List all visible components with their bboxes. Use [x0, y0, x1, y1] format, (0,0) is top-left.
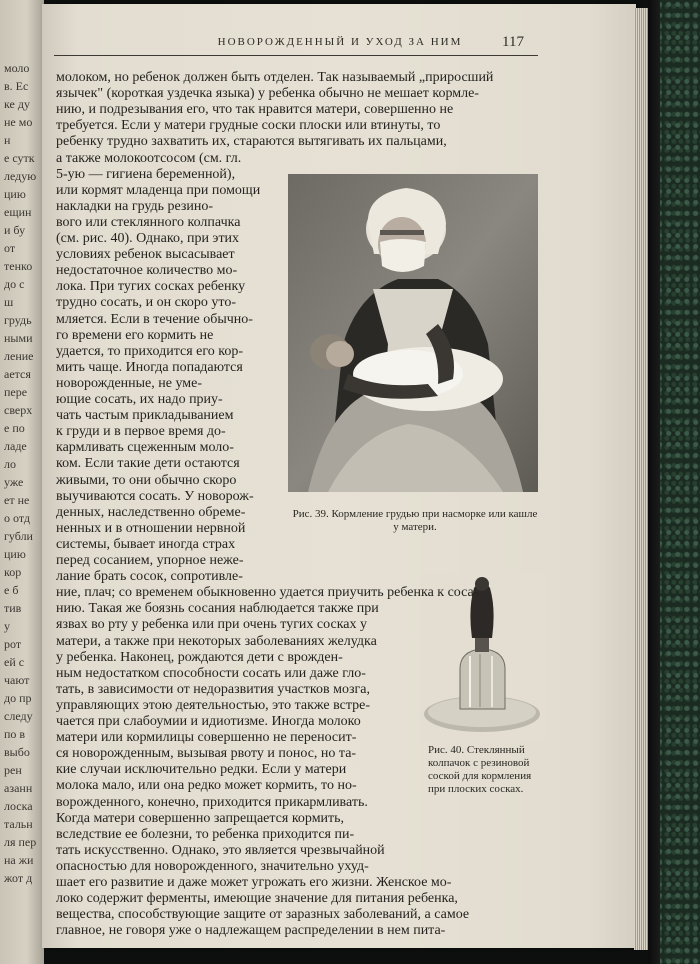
- running-head: НОВОРОЖДЕННЫЙ И УХОД ЗА НИМ: [217, 36, 463, 48]
- left-page-fragment: о отд: [4, 511, 31, 525]
- text-line: ние, плач; со временем обыкновенно удается приучить ребенка к соса-: [56, 585, 479, 601]
- text-line: ющие сосать, их надо приу-: [56, 392, 223, 407]
- text-line: или кормят младенца при помощи: [56, 182, 261, 198]
- left-page-fragment: и бу: [4, 223, 26, 237]
- figure-40-caption: Рис. 40. Стеклянный колпачок с резиновой соской для кормления при плоских сосках.: [428, 744, 532, 795]
- left-page-fragment: у: [4, 619, 10, 633]
- left-page-fragment: ш: [4, 295, 14, 309]
- text-line: чается при слабоумии и идиотизме. Иногда молоко: [56, 714, 361, 729]
- left-page-fragment: до пр: [4, 691, 32, 705]
- left-page-fragment: губли: [4, 529, 33, 543]
- header-rule: [54, 55, 538, 56]
- left-page-fragment: цию: [4, 547, 26, 561]
- text-line: чать частым прикладыванием: [56, 408, 234, 424]
- left-page-fragment: уже: [4, 475, 24, 489]
- text-line: к груди и в первое время до-: [56, 424, 226, 440]
- left-page-fragment: рот: [4, 637, 22, 651]
- text-line: условиях ребенок высасывает: [56, 247, 235, 263]
- text-line: вследствие ее болезни, то ребенка приходится пи-: [56, 826, 355, 842]
- left-page-fragment: е сутк: [4, 151, 35, 165]
- text-line: главное, не говоря уже о надлежащем распределении в нем пита-: [56, 923, 446, 939]
- left-page-fragment: ля пер: [4, 835, 37, 849]
- text-line: удается, то приходится его кор-: [56, 343, 244, 359]
- left-page-fragment: от: [4, 241, 16, 255]
- text-line: ным недостатком способности сосать или даже гло-: [56, 665, 366, 681]
- left-page-fragment: пере: [4, 385, 28, 399]
- text-line: кие случаи исключительно редки. Если у матери: [56, 762, 347, 778]
- left-page-fragment: ке ду: [4, 97, 30, 111]
- left-page-fragment: выбо: [4, 745, 30, 759]
- page-block-edges: [634, 8, 648, 950]
- page-number: 117: [502, 34, 524, 50]
- text-line: выучиваются сосать. У новорож-: [56, 488, 254, 504]
- left-page-edge: [0, 0, 44, 964]
- text-line: ребенку трудно захватить их, стараются вытягивать их пальцами,: [56, 134, 447, 150]
- text-line: живыми, то они обычно скоро: [56, 472, 237, 488]
- left-page-fragment: ными: [4, 331, 33, 345]
- left-page-fragment: азанн: [4, 781, 33, 795]
- text-line: недостаточное количество мо-: [56, 263, 238, 279]
- figure-39-caption: Рис. 39. Кормление грудью при насморке или кашле у матери.: [292, 508, 538, 533]
- text-line: 5-ую — гигиена беременной),: [56, 166, 236, 182]
- left-page-fragment: тальн: [4, 817, 33, 831]
- text-line: молока мало, или она редко может кормить, то но-: [56, 778, 357, 794]
- left-page-fragment: моло: [4, 61, 30, 75]
- left-page-fragment: жот д: [4, 871, 33, 885]
- text-line: лание брать сосок, сопротивле-: [56, 569, 243, 585]
- text-line: мить чаще. Иногда попадаются: [56, 359, 243, 375]
- text-line: ворожденного, конечно, приходится прикармливать.: [56, 794, 368, 810]
- left-page-fragment: цию: [4, 187, 26, 201]
- text-line: тать искусственно. Однако, это является чрезвычайной: [56, 842, 385, 858]
- text-line: опасностью для новорожденного, значительно ухуд-: [56, 858, 369, 874]
- text-line: вого или стеклянного колпачка: [56, 214, 241, 230]
- left-page-fragment: грудь: [4, 313, 32, 327]
- left-page-fragment: рен: [4, 763, 22, 777]
- text-line: нию, и подрезывания его, что так нравится матери, совершенно не: [56, 102, 454, 118]
- text-line: ком. Если такие дети остаются: [56, 456, 240, 472]
- text-line: вещества, способствующие защите от заразных заболеваний, а самое: [56, 907, 470, 923]
- left-page-fragment: ло: [4, 457, 16, 471]
- text-line: язычек" (короткая уздечка языка) у ребенка обычно не мешает кормле-: [56, 86, 479, 102]
- text-line: нию. Такая же боязнь сосания наблюдается также при: [56, 601, 379, 617]
- left-page-fragment: кор: [4, 565, 22, 579]
- text-line: ся новорожденным, вызывая рвоту и понос, но та-: [56, 746, 357, 762]
- text-line: денных, наследственно обреме-: [56, 504, 246, 520]
- left-page-fragment: ет не: [4, 493, 30, 507]
- text-line: матери или кормилицы совершенно не переносит-: [56, 730, 357, 746]
- left-page-fragment: ладе: [4, 439, 27, 453]
- left-page-fragment: тенко: [4, 259, 33, 273]
- text-line: тать, в зависимости от недоразвития участков мозга,: [56, 681, 370, 697]
- text-line: мляется. Если в течение обычно-: [56, 311, 253, 327]
- left-page-fragment: не мо: [4, 115, 33, 129]
- left-page-fragment: е по: [4, 421, 25, 435]
- text-line: требуется. Если у матери грудные соски плоски или втинуты, то: [56, 118, 441, 134]
- left-page-fragment: ление: [4, 349, 34, 363]
- text-line: кармливать сцеженным моло-: [56, 440, 234, 456]
- text-line: локо содержит ферменты, имеющие значение для питания ребенка,: [56, 891, 458, 907]
- left-page-fragment: е б: [4, 583, 19, 597]
- nursing-mother-image: [288, 174, 538, 492]
- left-page-fragment: ледую: [4, 169, 37, 183]
- text-line: язвах во рту у ребенка или при очень тугих сосках у: [56, 617, 368, 633]
- left-page-fragment: тив: [4, 601, 22, 615]
- text-line: шает его развитие и даже может угрожать его жизни. Женское мо-: [56, 875, 452, 890]
- text-line: системы, бывает иногда страх: [56, 536, 236, 552]
- left-page-fragment: по в: [4, 727, 26, 741]
- text-line: накладки на грудь резино-: [56, 198, 214, 214]
- text-line: а также молокоотсосом (см. гл.: [56, 150, 242, 166]
- text-line: управляющих этою деятельностью, это также встре-: [56, 697, 371, 713]
- figure-39-illustration: [288, 174, 538, 492]
- left-page-fragment: ей с: [4, 655, 25, 669]
- left-page-fragment: сверх: [4, 403, 33, 417]
- text-line: у ребенка. Наконец, рождаются дети с врожден-: [56, 649, 343, 665]
- text-line: перед сосанием, упорное неже-: [56, 553, 244, 568]
- left-page-fragment: на жи: [4, 853, 34, 867]
- text-line: лока. При тугих сосках ребенку: [56, 279, 246, 295]
- left-page-fragment: в. Ес: [4, 79, 29, 93]
- left-page-fragment: лоска: [4, 799, 33, 813]
- left-page-fragment: ается: [4, 367, 31, 381]
- text-line: молоком, но ребенок должен быть отделен. Так называемый „приросший: [56, 70, 494, 85]
- text-line: новорожденные, не уме-: [56, 375, 203, 391]
- text-line: (см. рис. 40). Однако, при этих: [56, 231, 240, 246]
- left-page-fragment: чают: [4, 673, 30, 687]
- text-line: го времени его кормить не: [56, 327, 214, 343]
- left-page-fragment: до с: [4, 277, 25, 291]
- left-page-fragment: ещин: [4, 205, 32, 219]
- text-line: Когда матери совершенно запрещается кормить,: [56, 810, 345, 826]
- text-line: трудно сосать, и он скоро уто-: [56, 295, 237, 311]
- book-binding: [648, 0, 700, 964]
- text-line: ненных и в отношении нервной: [56, 520, 246, 536]
- left-page-fragment: следу: [4, 709, 33, 723]
- text-line: матери, а также при некоторых заболеваниях желудка: [56, 633, 377, 649]
- left-page-fragment: н: [4, 133, 11, 147]
